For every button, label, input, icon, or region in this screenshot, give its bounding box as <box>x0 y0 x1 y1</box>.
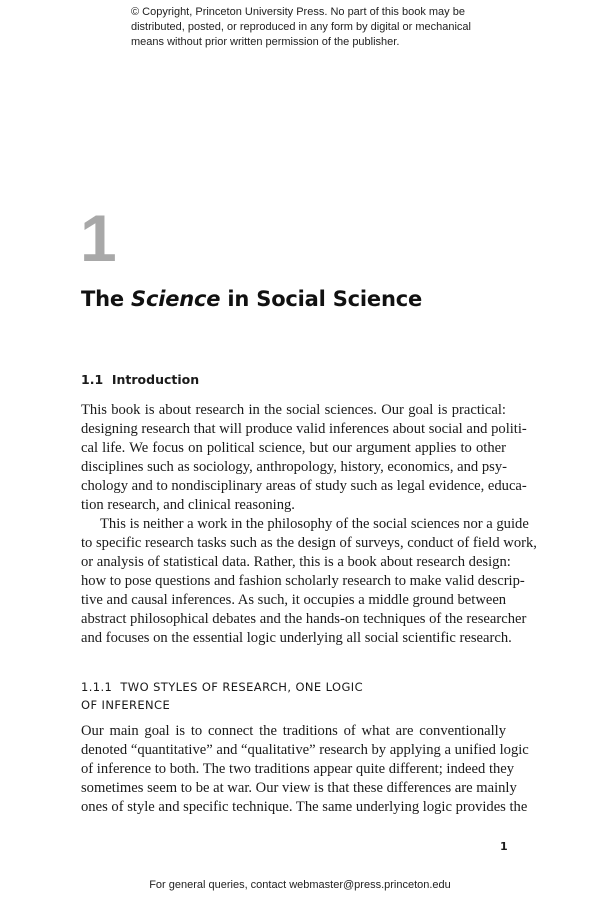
text-line: cal life. We focus on political science, but our argument applies to other <box>81 440 506 456</box>
text-line: of inference to both. The two traditions appear quite different; indeed they <box>81 761 515 777</box>
text-line: how to pose questions and fashion scholarly research to make valid descrip- <box>81 573 525 589</box>
text-line: This book is about research in the social sciences. Our goal is practical: <box>81 402 506 418</box>
text-line: designing research that will produce valid inferences about social and politi- <box>81 421 527 437</box>
text-line: sometimes seem to be at war. Our view is that these differences are mainly <box>81 780 517 796</box>
text-line: chology and to nondisciplinary areas of study such as legal evidence, educa- <box>81 478 527 494</box>
chapter-title <box>81 285 422 313</box>
footer-contact: For general queries, contact webmaster@press.princeton.edu <box>149 879 451 891</box>
text-line: Our main goal is to connect the traditions of what are conventionally <box>81 723 506 739</box>
text-line: and focuses on the essential logic underlying all social scientific research. <box>81 630 512 646</box>
text-line: or analysis of statistical data. Rather, this is a book about research design: <box>81 554 511 570</box>
subsection-heading-line: 1.1.1 TWO STYLES OF RESEARCH, ONE LOGIC <box>81 680 364 694</box>
text-line: tive and causal inferences. As such, it occupies a middle ground between <box>81 592 507 608</box>
section-heading: 1.1 Introduction <box>81 372 200 387</box>
paragraph <box>81 515 537 648</box>
chapter-title-italic: Science <box>131 287 221 311</box>
text-line: to specific research tasks such as the design of surveys, conduct of field work, <box>81 535 537 551</box>
text-line: abstract philosophical debates and the hands-on techniques of the researcher <box>81 611 527 627</box>
text-line: ones of style and specific technique. The same underlying logic provides the <box>81 799 528 815</box>
notice-line: distributed, posted, or reproduced in any form by digital or mechanical <box>131 21 471 33</box>
text-line: tion research, and clinical reasoning. <box>81 497 295 513</box>
subsection-heading <box>81 678 363 714</box>
page-number: 1 <box>500 840 508 853</box>
chapter-title-pre: The <box>81 287 132 311</box>
chapter-number: 1 <box>80 201 117 275</box>
text-line: This is neither a work in the philosophy of the social sciences nor a guide <box>100 516 529 532</box>
paragraph <box>81 401 527 515</box>
text-line: disciplines such as sociology, anthropology, history, economics, and psy- <box>81 459 507 475</box>
chapter-title-post: in Social Science <box>220 287 423 311</box>
copyright-notice <box>131 5 471 50</box>
notice-line: means without prior written permission of the publisher. <box>131 36 400 48</box>
subsection-heading-line: OF INFERENCE <box>81 698 171 712</box>
notice-line: © Copyright, Princeton University Press. No part of this book may be <box>131 6 465 18</box>
text-line: denoted “quantitative” and “qualitative” research by applying a unified logic <box>81 742 529 758</box>
paragraph <box>81 722 529 817</box>
